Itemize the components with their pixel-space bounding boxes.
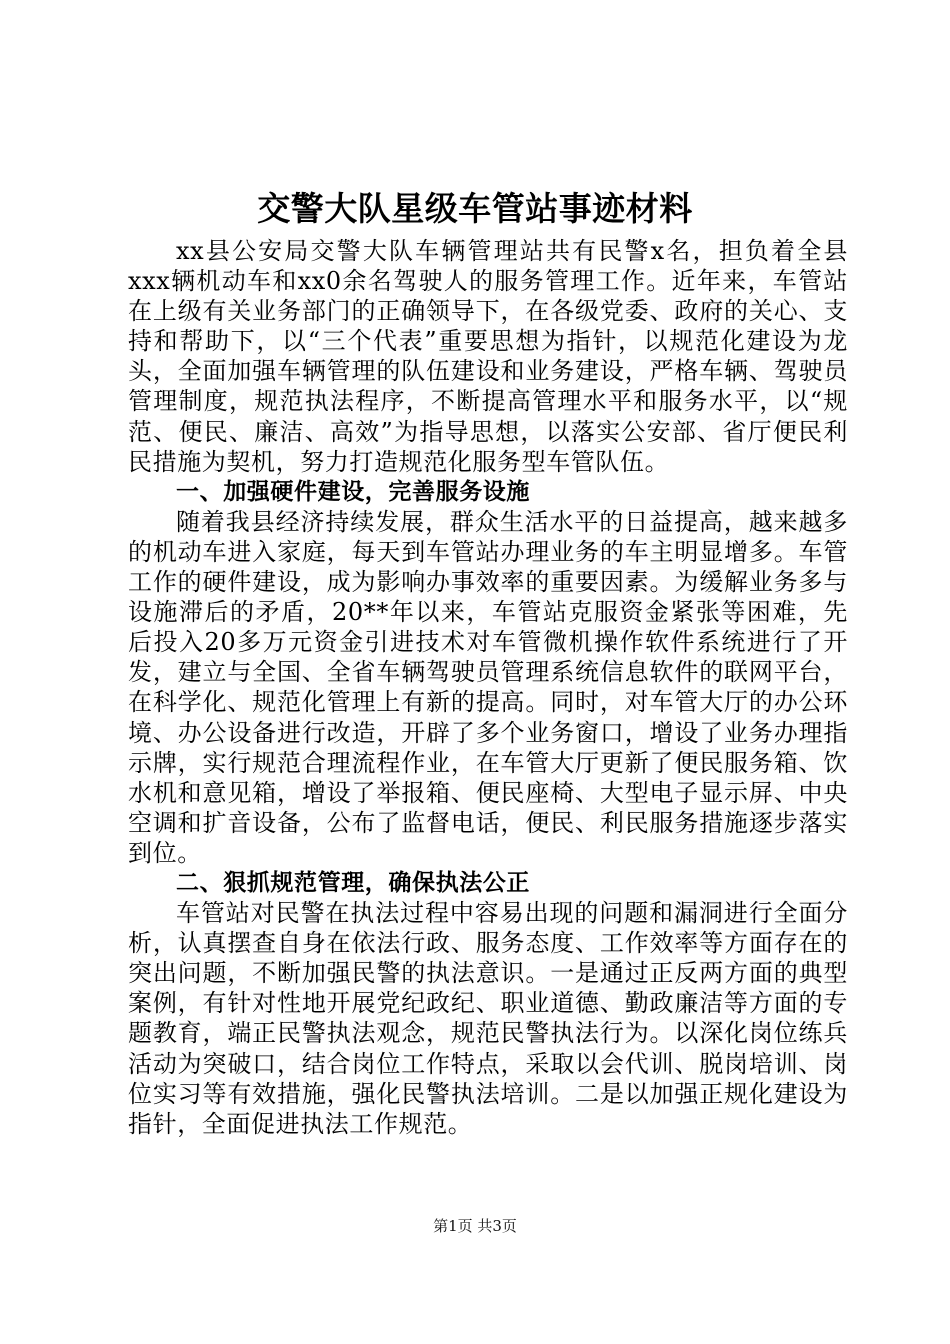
page-footer: 第1页 共3页 [433, 1217, 517, 1235]
document-title: 交警大队星级车管站事迹材料 [257, 189, 693, 228]
section-heading-2: 二、狠抓规范管理，确保执法公正 [176, 869, 530, 896]
intro-paragraph: xx县公安局交警大队车辆管理站共有民警x名，担负着全县xxx辆机动车和xx0余名驾驶人的服务管理工作。近年来，车管站在上级有关业务部门的正确领导下，在各级党委、政府的关心、支持和帮助下，以“三个代表”重要思想为指针，以规范化建设为龙头，全面加强车辆管理的队伍建设和业务建设，严格车辆、驾驶员管理制度，规范执法程序，不断提高管理水平和服务水平，以“规范、便民、廉洁、高效”为指导思想，以落实公安部、省厅便民利民措施为契机，努力打造规范化服务型车管队伍。 [128, 237, 848, 476]
section-heading-1: 一、加强硬件建设，完善服务设施 [176, 478, 530, 505]
section-paragraph-2: 车管站对民警在执法过程中容易出现的问题和漏洞进行全面分析，认真摆查自身在依法行政、服务态度、工作效率等方面存在的突出问题，不断加强民警的执法意识。一是通过正反两方面的典型案例，有针对性地开展党纪政纪、职业道德、勤政廉洁等方面的专题教育，端正民警执法观念，规范民警执法行为。以深化岗位练兵活动为突破口，结合岗位工作特点，采取以会代训、脱岗培训、岗位实习等有效措施，强化民警执法培训。二是以加强正规化建设为指针，全面促进执法工作规范。 [128, 899, 848, 1138]
section-paragraph-1: 随着我县经济持续发展，群众生活水平的日益提高，越来越多的机动车进入家庭，每天到车管站办理业务的车主明显增多。车管工作的硬件建设，成为影响办事效率的重要因素。为缓解业务多与设施滞后的矛盾，20**年以来，车管站克服资金紧张等困难，先后投入20多万元资金引进技术对车管微机操作软件系统进行了开发，建立与全国、全省车辆驾驶员管理系统信息软件的联网平台，在科学化、规范化管理上有新的提高。同时，对车管大厅的办公环境、办公设备进行改造，开辟了多个业务窗口，增设了业务办理指示牌，实行规范合理流程作业，在车管大厅更新了便民服务箱、饮水机和意见箱，增设了举报箱、便民座椅、大型电子显示屏、中央空调和扩音设备，公布了监督电话，便民、利民服务措施逐步落实到位。 [128, 507, 848, 867]
document-body [128, 236, 848, 1139]
